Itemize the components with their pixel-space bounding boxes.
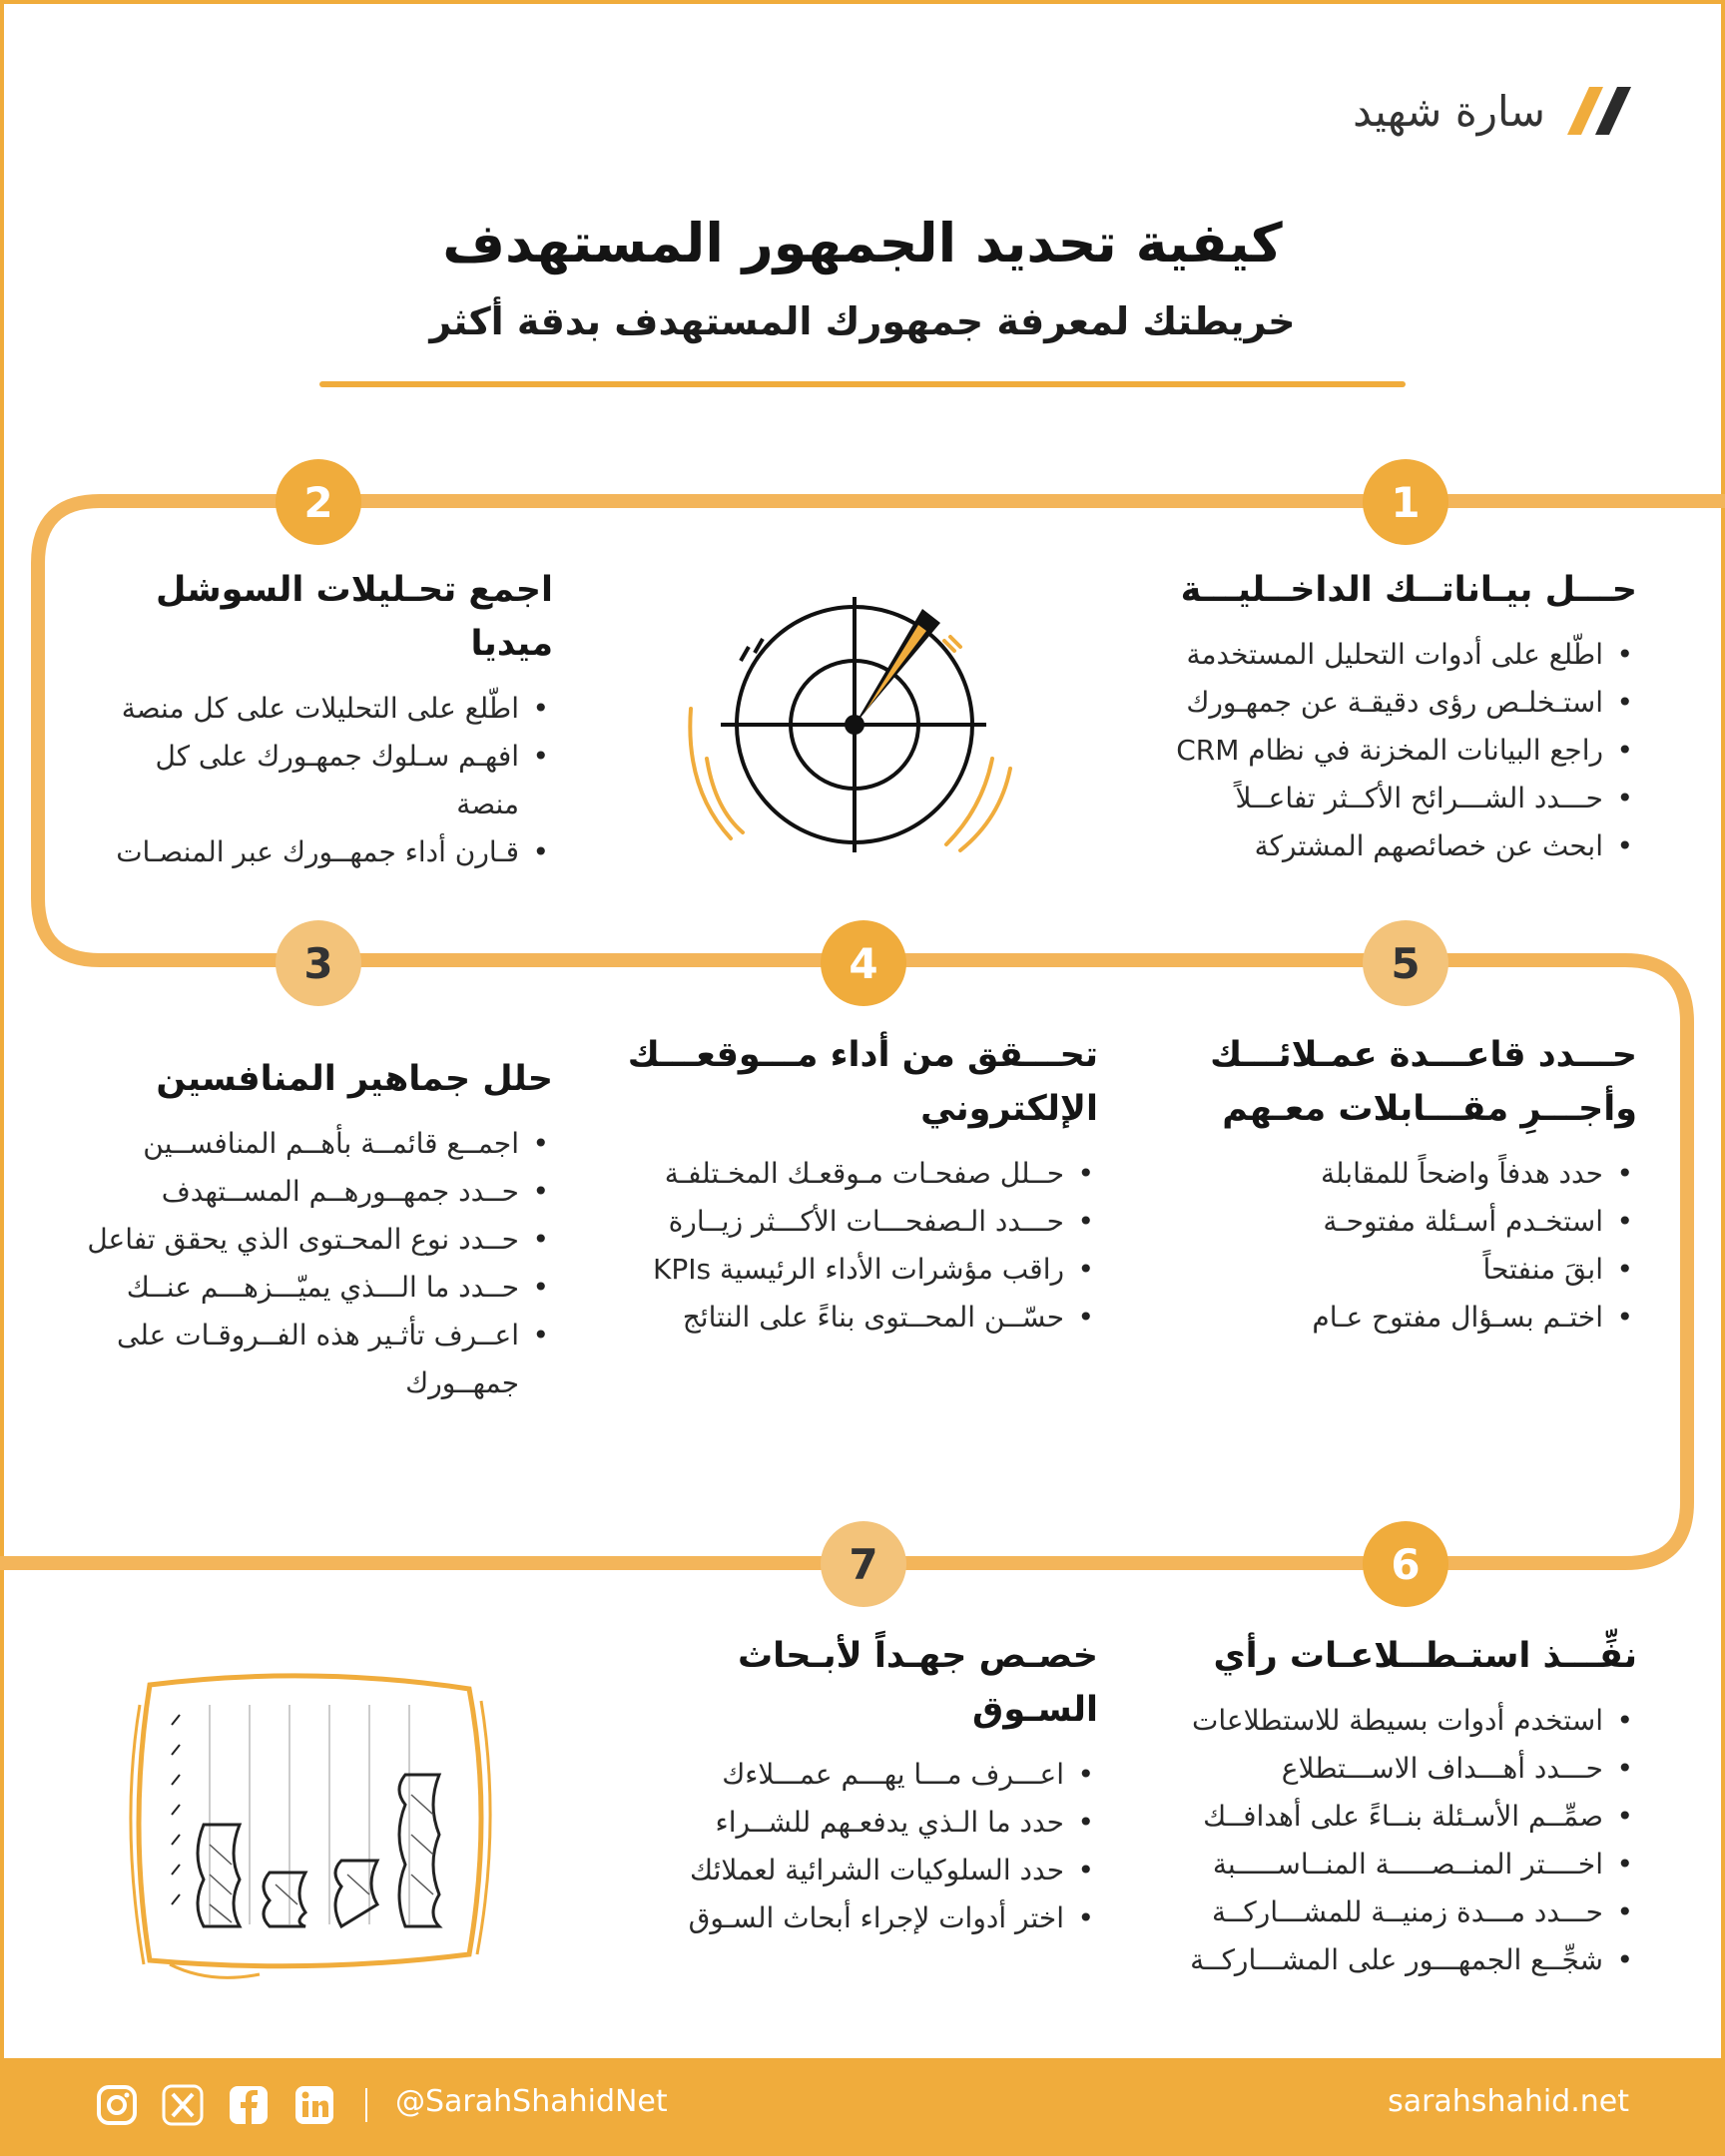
list-item: • اعـــرف مـــا يهـــم عمـــلاءك	[619, 1751, 1098, 1799]
step-1-section	[1098, 563, 1637, 870]
step-badge-2: 2	[276, 459, 361, 545]
list-item: • اختـم بسـؤال مفتوح عـام	[1138, 1294, 1637, 1342]
step-6-title: نفِّـــذ استـطــلاعـات رأي	[1213, 1636, 1637, 1676]
list-item: • صمِّــم الأسـئلة بنــاءً على أهدافــك	[1138, 1793, 1637, 1841]
step-badge-4: 4	[821, 920, 906, 1006]
list-item: • اجمــع قائمــة بأهــم المنافســين	[84, 1120, 553, 1168]
list-item: • ابحث عن خصائصهم المشتركة	[1098, 822, 1637, 870]
step-5-section	[1138, 1028, 1637, 1342]
step-7-list	[619, 1751, 1098, 1942]
footer-bar	[0, 2058, 1725, 2156]
step-7-title: خصـص جهـداً لأبـحاث السـوق	[737, 1636, 1098, 1730]
step-1-title: حـــل بيـاناتــك الداخــليـــة	[1180, 570, 1637, 610]
step-5-title: حـــدد قاعـــدة عمـلائـــك وأجـــرِ مقـــابلات معـهم	[1210, 1035, 1637, 1129]
list-item: • اعــرف تأثـير هذه الفــروقـات على جمهــورك	[84, 1312, 553, 1407]
list-item: • اخــــتر المنــصـــــة المنــاســـــبة	[1138, 1841, 1637, 1888]
list-item: • حدد هدفاً واضحاً للمقابلة	[1138, 1150, 1637, 1198]
social-links	[94, 2082, 337, 2128]
list-item: • حدد ما الـذي يدفعـهم للشــراء	[619, 1799, 1098, 1847]
list-item: • حــدد جمهــورهــم المســتهدف	[84, 1168, 553, 1216]
list-item: • شجِّــع الجمهـــور على المشـــاركــة	[1138, 1936, 1637, 1984]
step-2-list	[84, 685, 553, 876]
website-link[interactable]: sarahshahid.net	[1388, 2084, 1629, 2119]
step-4-title: تحـــقق من أداء مـــوقعـــك الإلكتروني	[627, 1035, 1098, 1129]
list-item: • اطّلع على أدوات التحليل المستخدمة	[1098, 631, 1637, 679]
footer-divider	[365, 2088, 367, 2122]
list-item: • حدد السلوكيات الشرائية لعملائك	[619, 1847, 1098, 1894]
list-item: • راجع البيانات المخزنة في نظام CRM	[1098, 727, 1637, 775]
instagram-icon[interactable]	[94, 2082, 140, 2128]
list-item: • ابقَ منفتحاً	[1138, 1246, 1637, 1294]
list-item: • راقب مؤشرات الأداء الرئيسية KPIs	[619, 1246, 1098, 1294]
step-4-section	[619, 1028, 1098, 1342]
step-6-section	[1138, 1629, 1637, 1984]
step-badge-7: 7	[821, 1521, 906, 1607]
step-badge-5: 5	[1363, 920, 1448, 1006]
step-5-list	[1138, 1150, 1637, 1342]
step-2-section	[84, 563, 553, 876]
brand-name: سارة شهيد	[1353, 86, 1545, 136]
list-item: • حــدد نوع المحـتوى الذي يحقق تفاعل	[84, 1216, 553, 1264]
step-2-title: اجمع تحـليلات السوشل ميديا	[156, 570, 553, 664]
social-handle[interactable]: @SarahShahidNet	[395, 2084, 668, 2119]
list-item: • حـــدد أهـــداف الاســـتطلاع	[1138, 1745, 1637, 1793]
list-item: • حسّــن المحــتوى بناءً على النتائج	[619, 1294, 1098, 1342]
list-item: • حـــدد مـــدة زمنيــة للمشـــاركــة	[1138, 1888, 1637, 1936]
facebook-icon[interactable]	[226, 2082, 272, 2128]
step-3-title: حلل جماهير المنافسين	[156, 1059, 553, 1099]
list-item: • قـارن أداء جمهــورك عبر المنصـات	[84, 828, 553, 876]
list-item: • حـــدد الـصفحـــات الأكـــثر زيــارة	[619, 1198, 1098, 1246]
step-7-section	[619, 1629, 1098, 1942]
list-item: • استـخلـص رؤى دقيقـة عن جمهـورك	[1098, 679, 1637, 727]
list-item: • اطّلع على التحليلات على كل منصة	[84, 685, 553, 733]
list-item: • حــدد ما الـــذي يميّـــزهـــم عنــك	[84, 1264, 553, 1312]
step-6-list	[1138, 1697, 1637, 1984]
list-item: • اختر أدوات لإجراء أبحاث السـوق	[619, 1894, 1098, 1942]
step-3-section	[84, 1052, 553, 1407]
list-item: • حـــدد الشـــرائح الأكــثر تفاعــلاً	[1098, 775, 1637, 822]
list-item: • افهـم سـلوك جمهـورك على كل منصة	[84, 733, 553, 828]
page-title: كيفية تحديد الجمهور المستهدف	[442, 212, 1283, 274]
speedometer-dial-icon	[671, 589, 1030, 878]
step-4-list	[619, 1150, 1098, 1342]
list-item: • حــلل صفحـات مـوقعـك المخـتلفـة	[619, 1150, 1098, 1198]
step-badge-3: 3	[276, 920, 361, 1006]
step-badge-1: 1	[1363, 459, 1448, 545]
list-item: • استخدم أدوات بسيطة للاستطلاعات	[1138, 1697, 1637, 1745]
step-1-list	[1098, 631, 1637, 870]
linkedin-icon[interactable]	[291, 2082, 337, 2128]
page-subtitle: خريطتك لمعرفة جمهورك المستهدف بدقة أكثر	[429, 299, 1296, 343]
list-item: • استخـدم أسـئلة مفتوحـة	[1138, 1198, 1637, 1246]
step-3-list	[84, 1120, 553, 1407]
step-badge-6: 6	[1363, 1521, 1448, 1607]
wavy-bars-sketch-icon	[110, 1665, 509, 1984]
x-icon[interactable]	[160, 2082, 206, 2128]
